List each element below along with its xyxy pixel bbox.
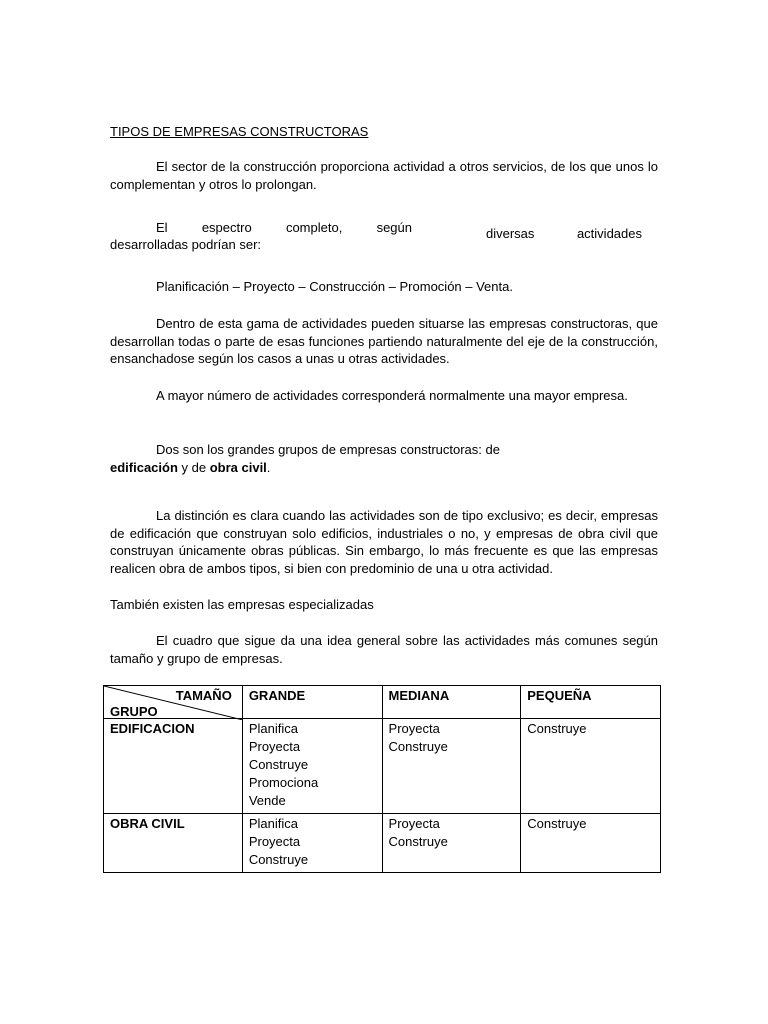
obra-civil-term: obra civil: [209, 460, 267, 475]
cell-item: Planifica: [248, 721, 298, 736]
cell-item: Proyecta: [248, 834, 301, 849]
paragraph-7: La distinción es clara cuando las actividades son de tipo exclusivo; es decir, empresas de edificación que construyan solo edificios, industriales o no, y empresas de obra civil que construyan únicamente obras públicas. Sin embargo, lo más frecuente es que las empresas realicen obra de ambos tipos, si bien con predominio de una u otra actividad.: [110, 508, 658, 576]
column-header: GRANDE: [242, 686, 382, 719]
cell-item: Promociona: [248, 775, 319, 790]
paragraph-2-part-b: diversas actividades: [486, 226, 642, 241]
column-header: PEQUEÑA: [521, 686, 661, 719]
paragraph-4: Dentro de esta gama de actividades pueden situarse las empresas constructoras, que desarrollan todas o parte de esas funciones partiendo naturalmente del eje de la construcción, ensanchadose según los casos a unas u otras actividades.: [110, 316, 658, 366]
cell-item: Proyecta: [388, 816, 440, 831]
table-cell: [521, 719, 661, 814]
paragraph-2-part-c: desarrolladas podrían ser:: [110, 237, 262, 252]
table-cell: [382, 814, 521, 873]
row-group-label: OBRA CIVIL: [104, 814, 243, 873]
paragraph-1: El sector de la construcción proporciona actividad a otros servicios, de los que unos lo complementan y otros lo prolongan.: [110, 159, 658, 192]
cell-item: Proyecta: [388, 721, 440, 736]
cell-item: Construye: [388, 739, 448, 754]
cell-item: Construye: [248, 757, 309, 772]
column-header: MEDIANA: [382, 686, 521, 719]
page-title: TIPOS DE EMPRESAS CONSTRUCTORAS: [110, 124, 369, 139]
cell-item: Construye: [388, 834, 448, 849]
table-cell: [242, 814, 382, 873]
row-group-label: EDIFICACION: [104, 719, 243, 814]
group-header-label: GRUPO: [110, 704, 158, 719]
cell-item: Planifica: [248, 816, 298, 831]
table-header-row: [104, 686, 661, 719]
cell-item: Vende: [248, 793, 286, 808]
paragraph-8: También existen las empresas especializadas: [110, 597, 374, 612]
table-cell: [521, 814, 661, 873]
paragraph-6-part-b: edificación y de obra civil.: [110, 460, 271, 475]
cell-item: Construye: [527, 721, 587, 736]
paragraph-3: Planificación – Proyecto – Construcción – Promoción – Venta.: [156, 279, 513, 294]
table-row: [104, 719, 661, 814]
corner-cell: [104, 686, 243, 719]
table-row: [104, 814, 661, 873]
table-cell: [382, 719, 521, 814]
cell-item: Proyecta: [248, 739, 301, 754]
paragraph-2-part-a: El espectro completo, según: [156, 220, 412, 235]
activities-table: [103, 685, 661, 873]
paragraph-9: El cuadro que sigue da una idea general sobre las actividades más comunes según tamaño y grupo de empresas.: [110, 633, 658, 666]
table-cell: [242, 719, 382, 814]
paragraph-6-part-a: Dos son los grandes grupos de empresas constructoras: de: [156, 442, 500, 457]
edificacion-term: edificación: [110, 460, 178, 475]
cell-item: Construye: [248, 852, 309, 867]
size-header-label: TAMAÑO: [175, 688, 232, 703]
paragraph-5: A mayor número de actividades corresponderá normalmente una mayor empresa.: [156, 388, 628, 403]
cell-item: Construye: [527, 816, 587, 831]
